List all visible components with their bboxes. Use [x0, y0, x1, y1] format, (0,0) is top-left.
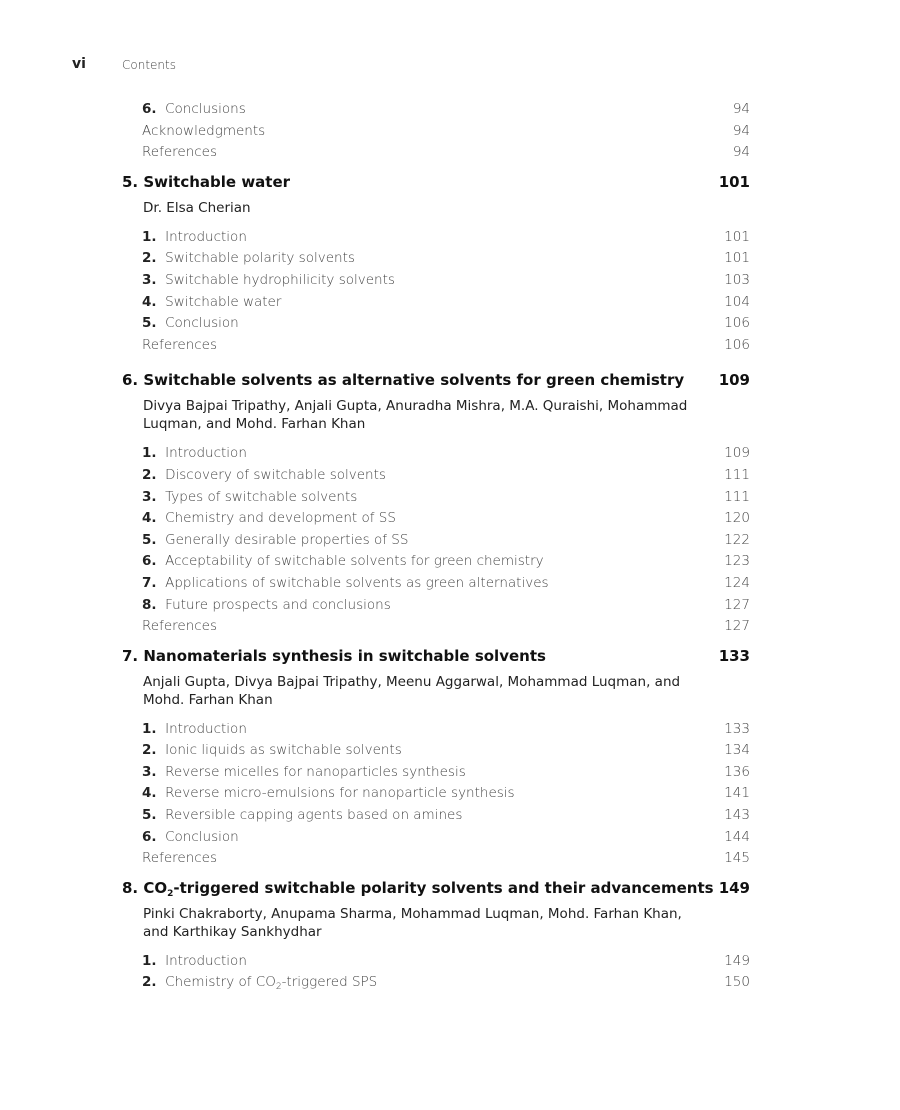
section-title: References [142, 618, 218, 635]
section-number: 5. [142, 315, 157, 332]
page-ref: 133 [724, 720, 750, 737]
chapter-heading[interactable] [122, 647, 750, 671]
page-ref: 124 [724, 574, 750, 591]
section-title: Future prospects and conclusions [165, 596, 391, 613]
chapter-authors: Pinki Chakraborty, Anupama Sharma, Mohammad Luqman, Mohd. Farhan Khan, and Karthikay Sankhydhar [143, 905, 682, 940]
section-title: Reverse micelles for nanoparticles synthesis [165, 763, 466, 780]
section-title: Chemistry and development of SS [165, 510, 396, 527]
toc-entry[interactable] [122, 142, 750, 164]
page-ref: 144 [724, 828, 750, 845]
section-number: 5. [142, 531, 157, 548]
page-ref: 101 [724, 228, 750, 245]
section-number: 6. [142, 828, 157, 845]
chapter-heading[interactable] [122, 371, 750, 395]
chapter-page: 133 [718, 646, 750, 665]
section-number: 4. [142, 293, 157, 310]
section-number: 3. [142, 271, 157, 288]
toc-entry[interactable] [122, 270, 750, 292]
section-number: 2. [142, 742, 157, 759]
toc-entry[interactable] [122, 313, 750, 335]
section-title: Reversible capping agents based on amines [165, 807, 463, 824]
page-ref: 104 [724, 293, 750, 310]
toc-entry[interactable] [122, 783, 750, 805]
section-title: Discovery of switchable solvents [165, 466, 386, 483]
section-title: Switchable water [165, 293, 282, 310]
toc-entry[interactable] [122, 573, 750, 595]
running-title: Contents [122, 58, 176, 72]
page-ref: 136 [724, 763, 750, 780]
section-number: 1. [142, 952, 157, 969]
section-title: References [142, 336, 218, 353]
page-ref: 122 [724, 531, 750, 548]
page-ref: 109 [724, 445, 750, 462]
toc-entry[interactable] [122, 443, 750, 465]
page-ref: 150 [724, 974, 750, 991]
section-number: 2. [142, 250, 157, 267]
chapter-number: 7. [122, 646, 139, 665]
section-title: Switchable hydrophilicity solvents [165, 271, 395, 288]
chapter-authors: Divya Bajpai Tripathy, Anjali Gupta, Anuradha Mishra, M.A. Quraishi, Mohammad Luqman, and Mohd. Farhan Khan [143, 398, 688, 433]
section-number: 7. [142, 574, 157, 591]
page-ref: 120 [724, 510, 750, 527]
section-title: References [142, 144, 218, 161]
page-ref: 94 [732, 122, 750, 139]
section-title: Introduction [165, 228, 247, 245]
section-number: 2. [142, 466, 157, 483]
chapter-heading[interactable] [122, 879, 750, 903]
chapter-authors: Anjali Gupta, Divya Bajpai Tripathy, Meenu Aggarwal, Mohammad Luqman, and Mohd. Farhan Khan [143, 673, 681, 708]
section-number: 5. [142, 807, 157, 824]
toc-entry[interactable] [122, 121, 750, 143]
chapter-number: 8. [122, 878, 139, 897]
chapter-title: Switchable solvents as alternative solvents for green chemistry [143, 371, 685, 390]
section-title: Acceptability of switchable solvents for green chemistry [165, 553, 544, 570]
page-ref: 94 [732, 101, 750, 117]
page-ref: 143 [724, 807, 750, 824]
section-title: Introduction [165, 445, 247, 462]
page-ref: 127 [724, 596, 750, 613]
section-number: 6. [142, 101, 157, 117]
section-number: 1. [142, 228, 157, 245]
chapter-authors: Dr. Elsa Cherian [143, 199, 251, 216]
toc-entry[interactable] [122, 616, 750, 638]
toc-entry[interactable] [122, 292, 750, 314]
toc-entry[interactable] [122, 827, 750, 849]
toc-entry[interactable] [122, 487, 750, 509]
page-ref: 145 [724, 850, 750, 867]
chapter-heading[interactable] [122, 173, 750, 197]
toc-entry[interactable] [122, 248, 750, 270]
toc-entry[interactable] [122, 951, 750, 973]
section-number: 8. [142, 596, 157, 613]
section-title: Chemistry of $CO_2$-triggered SPS [165, 974, 378, 993]
section-title: Generally desirable properties of SS [165, 531, 409, 548]
chapter-8 [122, 879, 750, 994]
section-title: Conclusions [165, 101, 246, 117]
page-ref: 149 [724, 952, 750, 969]
chapter-title: Nanomaterials synthesis in switchable solvents [143, 646, 546, 665]
toc-entry[interactable] [122, 465, 750, 487]
toc-entry[interactable] [122, 99, 750, 121]
toc-entry[interactable] [122, 762, 750, 784]
toc-entry[interactable] [122, 805, 750, 827]
chapter-5 [122, 173, 750, 357]
chapter-page: 101 [718, 172, 750, 191]
section-title: Types of switchable solvents [165, 488, 358, 505]
toc-entry[interactable] [122, 551, 750, 573]
page-ref: 103 [724, 271, 750, 288]
page-ref: 111 [724, 466, 750, 483]
toc-entry[interactable] [122, 848, 750, 870]
section-number: 4. [142, 785, 157, 802]
section-title: Reverse micro-emulsions for nanoparticle synthesis [165, 785, 515, 802]
toc-entry[interactable] [122, 335, 750, 357]
toc-entry[interactable] [122, 740, 750, 762]
section-number: 6. [142, 553, 157, 570]
chapter-title: Switchable water [143, 172, 291, 191]
toc-entry[interactable] [122, 227, 750, 249]
section-number: 2. [142, 974, 157, 991]
section-title: Ionic liquids as switchable solvents [165, 742, 402, 759]
chapter-page: 149 [718, 878, 750, 897]
chapter-title: $CO_2$-triggered switchable polarity solvents and their advancements [143, 878, 714, 899]
section-number: 1. [142, 445, 157, 462]
section-title: Conclusion [165, 315, 239, 332]
page-ref: 123 [724, 553, 750, 570]
section-title: Introduction [165, 720, 247, 737]
page-ref: 127 [724, 618, 750, 635]
chapter-number: 5. [122, 172, 139, 191]
section-title: Switchable polarity solvents [165, 250, 355, 267]
toc-entry[interactable] [122, 530, 750, 552]
table-of-contents [122, 99, 750, 994]
section-number: 1. [142, 720, 157, 737]
page-ref: 134 [724, 742, 750, 759]
section-title: Introduction [165, 952, 247, 969]
section-title: Applications of switchable solvents as green alternatives [165, 574, 549, 591]
chapter-7 [122, 647, 750, 870]
chapter-6 [122, 371, 750, 637]
page-ref: 141 [724, 785, 750, 802]
toc-entry[interactable] [122, 972, 750, 994]
chapter-number: 6. [122, 371, 139, 390]
chapter-page: 109 [718, 371, 750, 390]
toc-entry[interactable] [122, 595, 750, 617]
page-ref: 101 [724, 250, 750, 267]
section-number: 3. [142, 763, 157, 780]
toc-entry[interactable] [122, 719, 750, 741]
section-number: 4. [142, 510, 157, 527]
toc-entry[interactable] [122, 508, 750, 530]
page-ref: 106 [724, 315, 750, 332]
page-ref: 111 [724, 488, 750, 505]
section-title: References [142, 850, 218, 867]
section-title: Conclusion [165, 828, 239, 845]
page-number: vi [72, 56, 86, 72]
section-number: 3. [142, 488, 157, 505]
section-title: Acknowledgments [142, 122, 266, 139]
page-ref: 94 [732, 144, 750, 161]
page-ref: 106 [724, 336, 750, 353]
